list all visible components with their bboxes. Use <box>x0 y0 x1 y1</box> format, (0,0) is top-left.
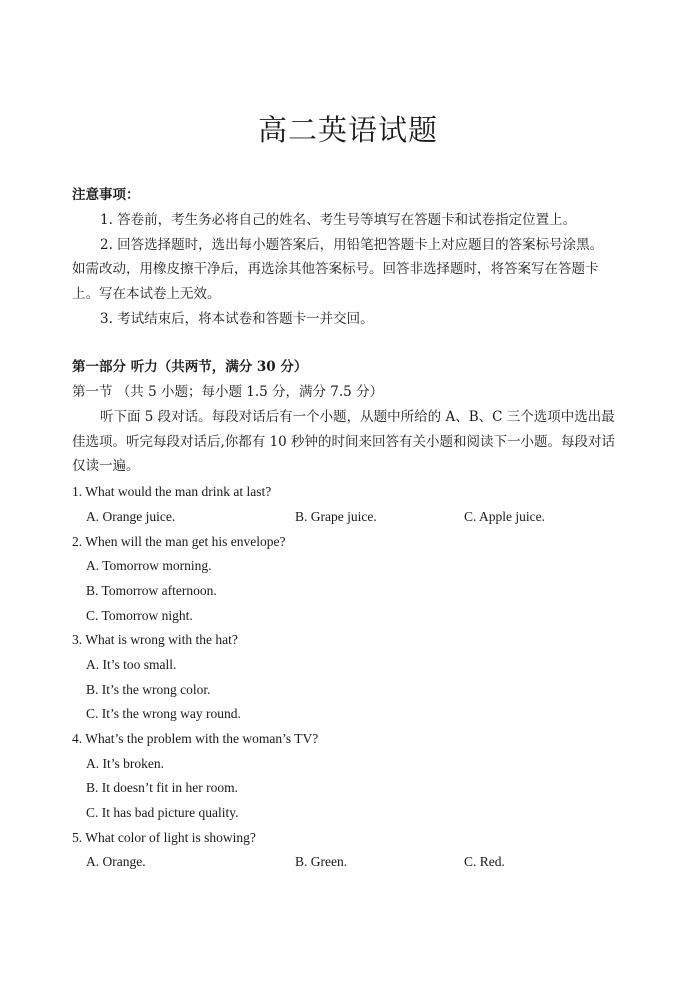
question-3-option-c-row <box>86 705 646 723</box>
question-1: 1. What would the man drink at last? <box>72 484 272 499</box>
option-a: A. Orange. <box>86 854 146 869</box>
notice-item-2-line-2: 如需改动，用橡皮擦干净后，再选涂其他答案标号。回答非选择题时，将答案写在答题卡 <box>72 261 599 277</box>
notice-item-2-line-3: 上。写在本试卷上无效。 <box>72 286 221 302</box>
section1-heading: 第一节 （共 5 小题；每小题 1.5 分，满分 7.5 分） <box>72 384 384 400</box>
question-4-option-a-row <box>86 755 646 773</box>
question-1-options <box>86 508 646 526</box>
question-4: 4. What’s the problem with the woman’s TV? <box>72 731 319 746</box>
instructions-line-3: 仅读一遍。 <box>72 458 140 474</box>
notice-item-2-line-1: 2. 回答选择题时，选出每小题答案后，用铅笔把答题卡上对应题目的答案标号涂黑。 <box>100 237 604 253</box>
question-2-option-b-row <box>86 582 646 600</box>
question-5-options <box>86 853 646 871</box>
option-b: B. Grape juice. <box>295 509 377 524</box>
option-b: B. Tomorrow afternoon. <box>86 583 217 598</box>
question-2-option-c-row <box>86 607 646 625</box>
instructions-line-1: 听下面 5 段对话。每段对话后有一个小题，从题中所给的 A、B、C 三个选项中选出最 <box>100 409 615 425</box>
notice-item-3: 3. 考试结束后，将本试卷和答题卡一并交回。 <box>100 311 374 327</box>
question-3-option-a-row <box>86 656 646 674</box>
option-b: B. It doesn’t fit in her room. <box>86 780 238 795</box>
option-a: A. It’s broken. <box>86 756 164 771</box>
option-c: C. It’s the wrong way round. <box>86 706 241 721</box>
question-3-option-b-row <box>86 681 646 699</box>
page-title: 高二英语试题 <box>257 113 438 147</box>
notice-heading: 注意事项： <box>72 187 140 203</box>
option-b: B. Green. <box>295 854 348 869</box>
question-4-option-b-row <box>86 779 646 797</box>
question-2-option-a-row <box>86 557 646 575</box>
question-2: 2. When will the man get his envelope? <box>72 534 286 549</box>
option-b: B. It’s the wrong color. <box>86 682 211 697</box>
question-5: 5. What color of light is showing? <box>72 830 256 845</box>
option-a: A. It’s too small. <box>86 657 177 672</box>
notice-item-1: 1. 答卷前，考生务必将自己的姓名、考生号等填写在答题卡和试卷指定位置上。 <box>100 212 577 228</box>
instructions-line-2: 佳选项。听完每段对话后,你都有 10 秒钟的时间来回答有关小题和阅读下一小题。每段对话 <box>72 434 616 450</box>
option-c: C. It has bad picture quality. <box>86 805 239 820</box>
option-c: C. Apple juice. <box>464 509 545 524</box>
option-c: C. Red. <box>464 854 505 869</box>
question-4-option-c-row <box>86 804 646 822</box>
option-a: A. Orange juice. <box>86 509 176 524</box>
question-3: 3. What is wrong with the hat? <box>72 632 238 647</box>
option-a: A. Tomorrow morning. <box>86 558 212 573</box>
part1-heading: 第一部分 听力（共两节，满分 30 分） <box>72 359 308 375</box>
option-c: C. Tomorrow night. <box>86 608 193 623</box>
